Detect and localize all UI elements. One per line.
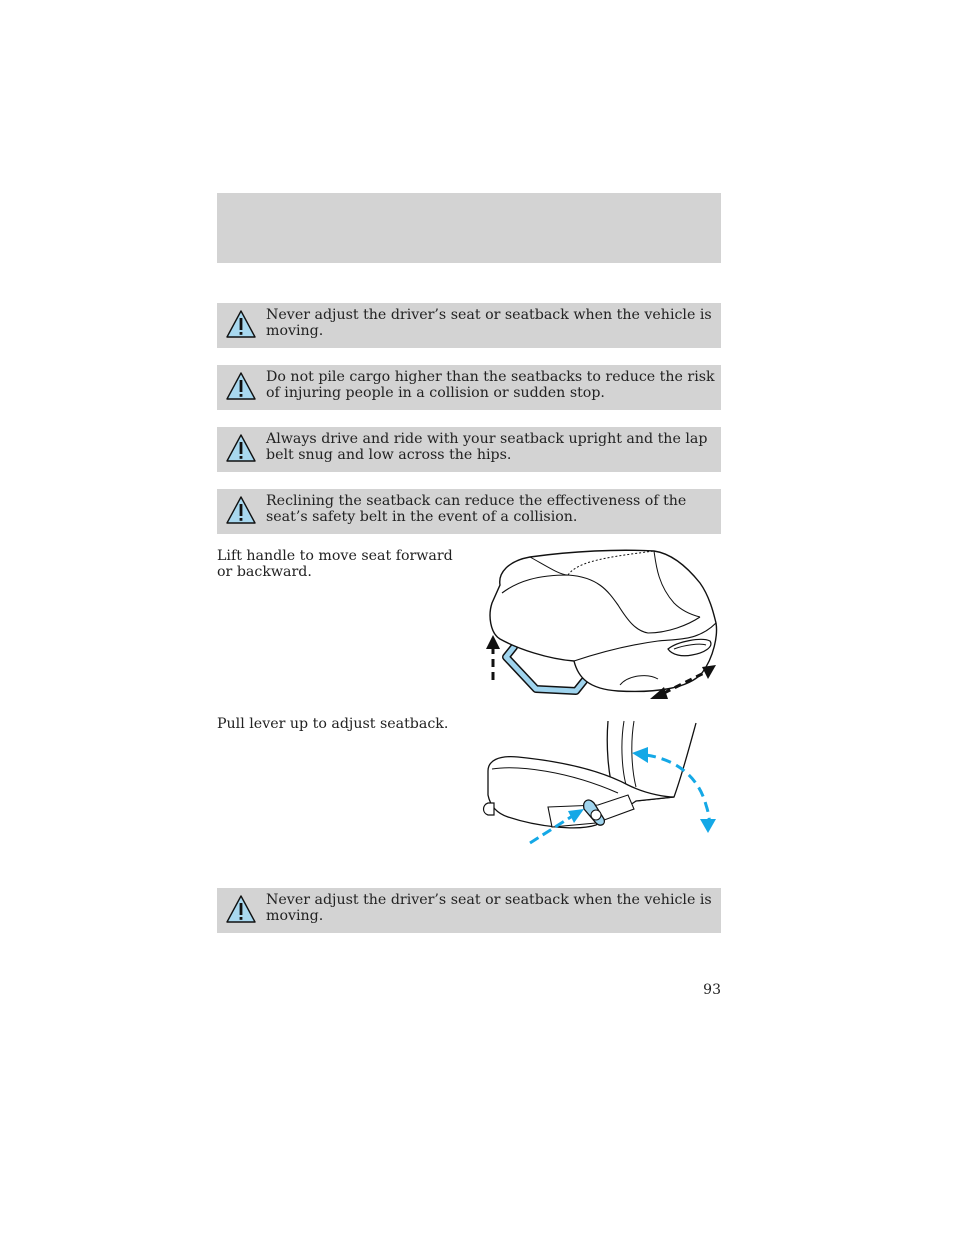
warning-triangle-icon: [225, 371, 257, 401]
warning-text: Never adjust the driver’s seat or seatback when the vehicle is moving.: [266, 892, 712, 924]
warning-box: [217, 489, 721, 534]
seatback-caption: Pull lever up to adjust seatback.: [217, 716, 449, 732]
warning-box: [217, 365, 721, 410]
page-number: 93: [703, 982, 721, 998]
warning-box: [217, 427, 721, 472]
seatback-recline-illustration: [478, 715, 723, 855]
warning-triangle-icon: [225, 309, 257, 339]
warning-text: Do not pile cargo higher than the seatbacks to reduce the risk of injuring people in a collision or sudden stop.: [266, 369, 715, 401]
warning-box: [217, 303, 721, 348]
warning-triangle-icon: [225, 894, 257, 924]
warning-text: Reclining the seatback can reduce the effectiveness of the seat’s safety belt in the event of a collision.: [266, 493, 687, 525]
warning-text: Always drive and ride with your seatback upright and the lap belt snug and low across the hips.: [266, 431, 708, 463]
warning-triangle-icon: [225, 433, 257, 463]
seat-track-illustration: [478, 545, 723, 703]
seat-track-caption: Lift handle to move seat forward or backward.: [217, 548, 453, 580]
warning-box: [217, 888, 721, 933]
section-header-bar: [217, 193, 721, 263]
warning-triangle-icon: [225, 495, 257, 525]
warning-text: Never adjust the driver’s seat or seatback when the vehicle is moving.: [266, 307, 712, 339]
